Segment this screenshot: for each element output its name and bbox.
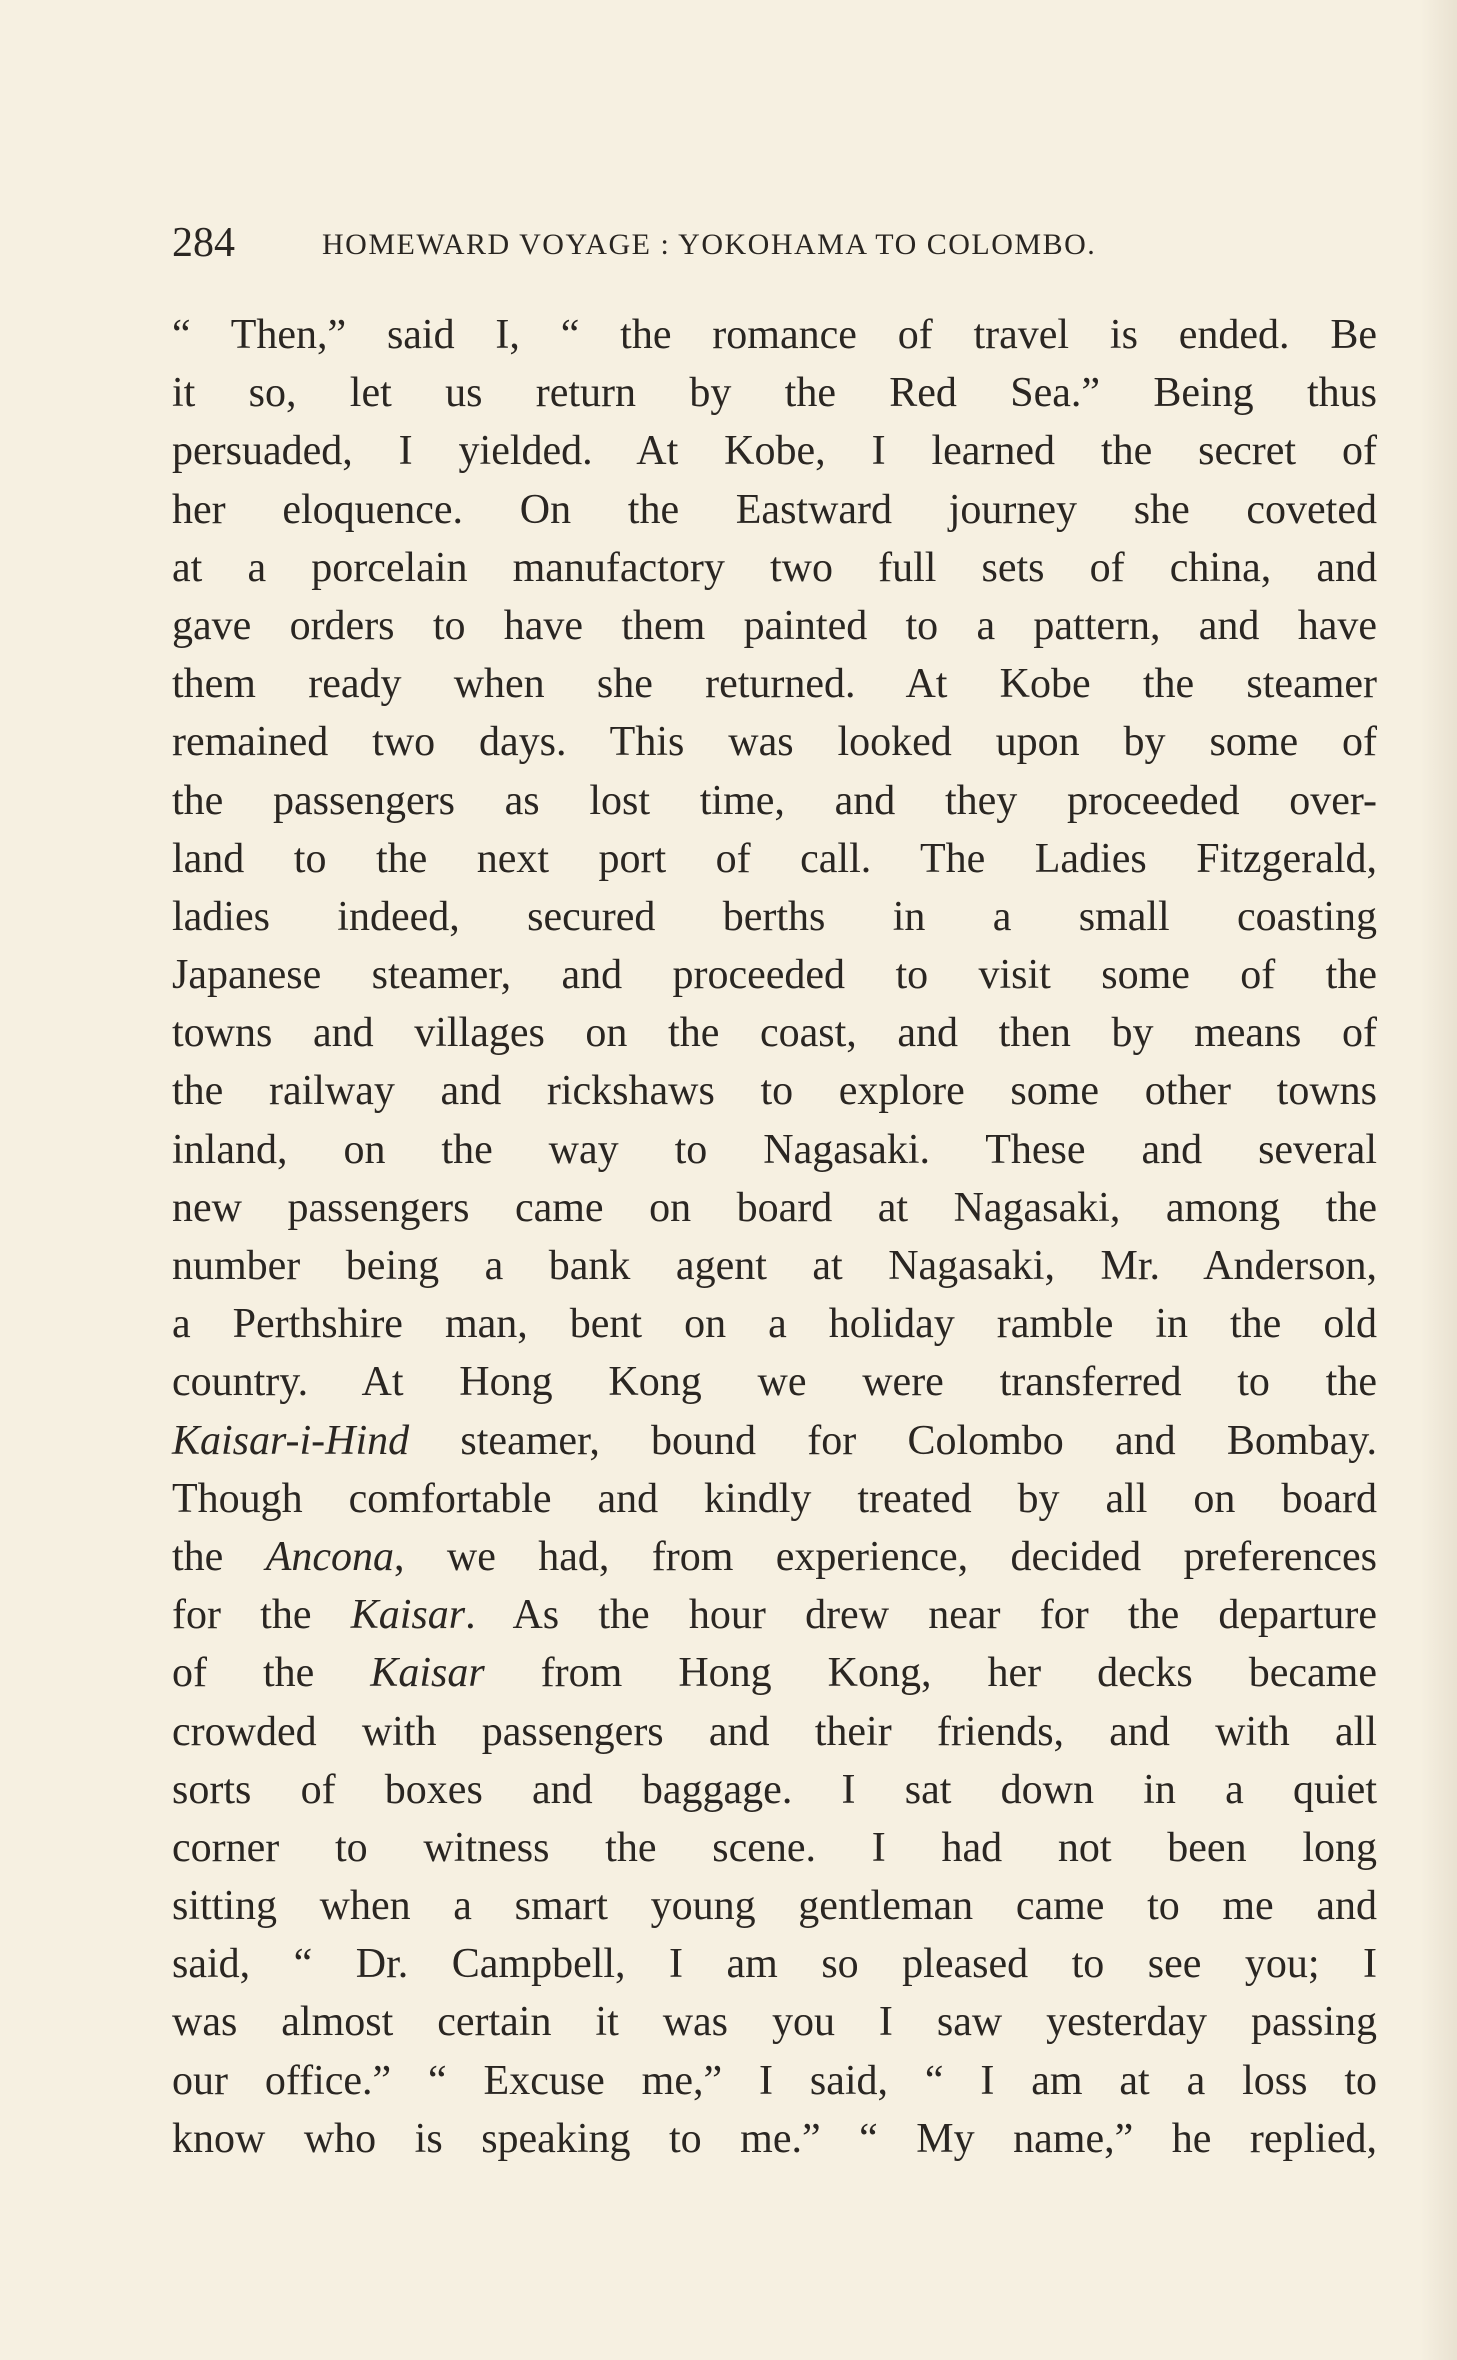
text-line: Japanese steamer, and proceeded to visit some of the (172, 952, 1377, 999)
page-header (172, 218, 1377, 268)
ship-name-italic: Kaisar-i-Hind (172, 1417, 410, 1464)
text-line: the Ancona, we had, from experience, decided preferences (172, 1533, 1377, 1580)
text-line: sitting when a smart young gentleman came to me and (172, 1883, 1377, 1930)
text-line: number being a bank agent at Nagasaki, Mr. Anderson, (172, 1243, 1377, 1289)
ship-name-italic: Kaisar (350, 1592, 466, 1639)
text-line: corner to witness the scene. I had not been long (172, 1824, 1377, 1871)
text-line: for the Kaisar. As the hour drew near for the departure (172, 1592, 1377, 1639)
text-line: them ready when she returned. At Kobe the steamer (172, 661, 1377, 708)
text-line: Kaisar-i-Hind steamer, bound for Colombo and Bombay. (172, 1417, 1377, 1464)
page-number: 284 (172, 220, 235, 266)
running-title: HOMEWARD VOYAGE : YOKOHAMA TO COLOMBO. (322, 228, 1097, 261)
text-line: was almost certain it was you I saw yesterday passing (172, 1999, 1377, 2046)
text-line: persuaded, I yielded. At Kobe, I learned the secret of (172, 428, 1377, 475)
text-line: gave orders to have them painted to a pattern, and have (172, 602, 1377, 649)
text-line: it so, let us return by the Red Sea.” Being thus (172, 370, 1377, 417)
text-line: at a porcelain manufactory two full sets of china, and (172, 544, 1377, 591)
text-line: her eloquence. On the Eastward journey she coveted (172, 486, 1377, 533)
body-text (172, 306, 1377, 2168)
text-line: inland, on the way to Nagasaki. These and several (172, 1126, 1377, 1173)
text-line: of the Kaisar from Hong Kong, her decks became (172, 1650, 1377, 1697)
text-line: remained two days. This was looked upon by some of (172, 719, 1377, 766)
text-line: land to the next port of call. The Ladies Fitzgerald, (172, 835, 1377, 882)
text-line: new passengers came on board at Nagasaki, among the (172, 1184, 1377, 1231)
text-line: sorts of boxes and baggage. I sat down in a quiet (172, 1766, 1377, 1813)
text-line: country. At Hong Kong we were transferred to the (172, 1359, 1377, 1406)
text-line: the railway and rickshaws to explore some other towns (172, 1068, 1377, 1115)
ship-name-italic: Kaisar (370, 1650, 485, 1697)
text-line: a Perthshire man, bent on a holiday ramble in the old (172, 1301, 1377, 1348)
text-line: towns and villages on the coast, and then by means of (172, 1010, 1377, 1057)
text-line: our office.” “ Excuse me,” I said, “ I am at a loss to (172, 2057, 1377, 2104)
text-line: said, “ Dr. Campbell, I am so pleased to see you; I (172, 1941, 1377, 1988)
text-line: the passengers as lost time, and they proceeded over- (172, 777, 1377, 824)
text-line: “ Then,” said I, “ the romance of travel is ended. Be (172, 312, 1377, 358)
ship-name-italic: Ancona (265, 1533, 394, 1580)
text-line: crowded with passengers and their friends, and with all (172, 1708, 1377, 1755)
text-line: ladies indeed, secured berths in a small coasting (172, 893, 1377, 940)
text-line: know who is speaking to me.” “ My name,” he replied, (172, 2115, 1377, 2162)
text-line: Though comfortable and kindly treated by all on board (172, 1475, 1377, 1522)
